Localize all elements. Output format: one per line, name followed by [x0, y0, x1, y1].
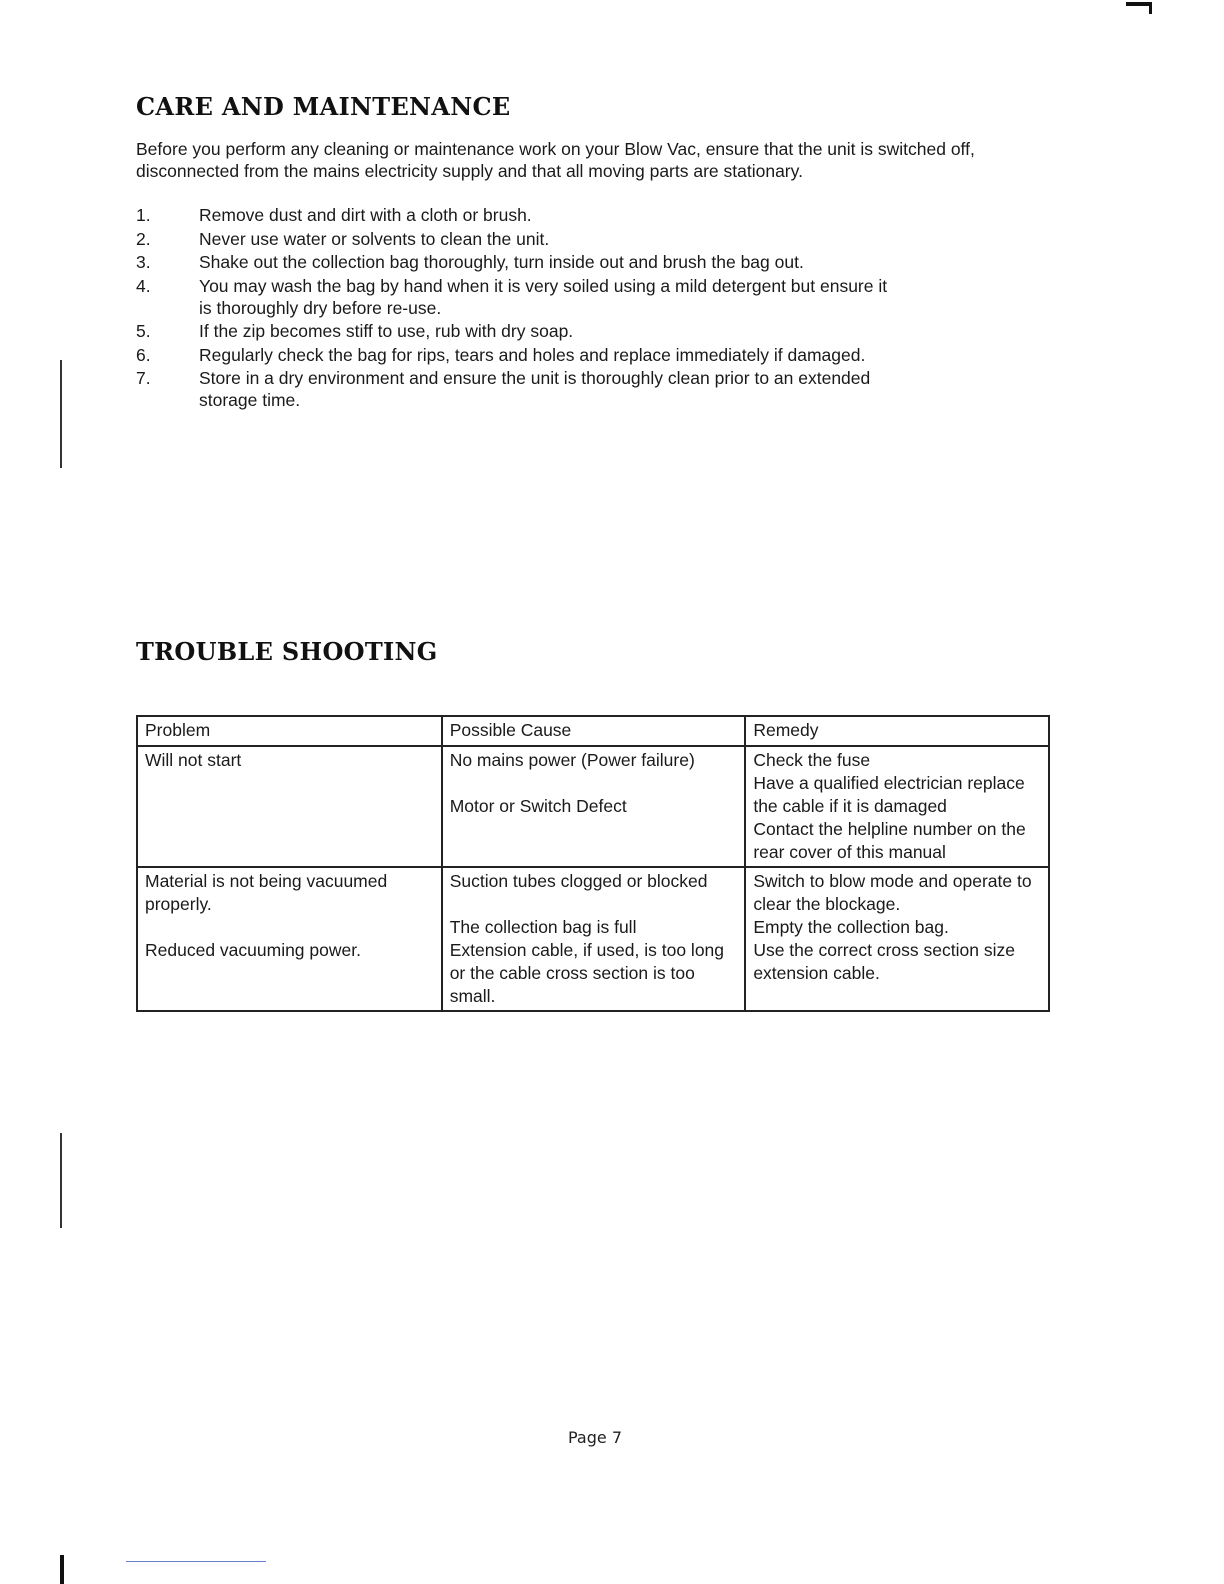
cause-cell: [442, 746, 746, 867]
cause-text: No mains power (Power failure): [449, 750, 695, 770]
header-possible-cause: Possible Cause: [442, 716, 746, 746]
step-number: 5.: [136, 321, 151, 341]
scan-artifact: [1149, 2, 1152, 14]
step-number: 7.: [136, 368, 151, 388]
scan-artifact: [126, 1561, 266, 1562]
scan-artifact: [60, 1555, 64, 1584]
step-number: 6.: [136, 344, 151, 365]
cause-text: Motor or Switch Defect: [449, 796, 627, 816]
table-header-row: [137, 716, 1049, 746]
cause-text: Suction tubes clogged or blocked: [449, 871, 708, 891]
care-section-title: CARE AND MAINTENANCE: [136, 92, 511, 121]
cause-text: The collection bag is full: [449, 917, 637, 937]
remedy-text: Use the correct cross section size extension cable.: [753, 940, 1015, 983]
care-steps-list: [136, 204, 896, 413]
header-remedy: Remedy: [745, 716, 1049, 746]
troubleshooting-table: [136, 715, 1050, 1012]
list-item: [136, 228, 896, 250]
list-item: [136, 275, 896, 319]
list-item: [136, 204, 896, 226]
step-text: Store in a dry environment and ensure the unit is thoroughly clean prior to an extended storage time.: [199, 368, 871, 410]
page-number: Page 7: [568, 1428, 622, 1447]
step-text: Shake out the collection bag thoroughly, turn inside out and brush the bag out.: [199, 252, 804, 272]
remedy-text: Switch to blow mode and operate to clear the blockage.: [753, 871, 1032, 914]
list-item: [136, 320, 896, 342]
remedy-cell: [745, 867, 1049, 1011]
list-item: [136, 251, 896, 273]
problem-cell: [137, 746, 442, 867]
problem-cell: [137, 867, 442, 1011]
problem-text: Will not start: [145, 750, 242, 770]
step-number: 2.: [136, 228, 151, 249]
list-item: [136, 367, 896, 411]
problem-text: Reduced vacuuming power.: [145, 940, 361, 960]
step-text: Remove dust and dirt with a cloth or brush.: [199, 205, 532, 225]
scan-artifact: [60, 1133, 62, 1228]
step-number: 4.: [136, 275, 151, 296]
step-text: Regularly check the bag for rips, tears and holes and replace immediately if damaged.: [199, 344, 866, 365]
step-text: Never use water or solvents to clean the unit.: [199, 228, 550, 249]
remedy-text: Check the fuse: [753, 750, 871, 770]
cause-text: Extension cable, if used, is too long or the cable cross section is too small.: [449, 940, 725, 1006]
trouble-section-title: TROUBLE SHOOTING: [136, 637, 438, 666]
remedy-text: Have a qualified electrician replace the cable if it is damaged: [753, 773, 1025, 816]
remedy-text: Empty the collection bag.: [753, 917, 949, 937]
cause-cell: [442, 867, 746, 1011]
table-row: [137, 867, 1049, 1011]
scan-artifact: [60, 360, 62, 468]
step-number: 1.: [136, 205, 151, 225]
table-row: [137, 746, 1049, 867]
header-problem: Problem: [137, 716, 442, 746]
remedy-text: Contact the helpline number on the rear cover of this manual: [753, 819, 1026, 862]
step-text: You may wash the bag by hand when it is very soiled using a mild detergent but ensure it is thoroughly dry before re-use.: [199, 275, 888, 318]
remedy-cell: [745, 746, 1049, 867]
list-item: [136, 344, 896, 366]
step-number: 3.: [136, 252, 151, 272]
care-intro-paragraph: Before you perform any cleaning or maintenance work on your Blow Vac, ensure that the unit is switched off, disconnected from the mains electricity supply and that all moving parts are stationary.: [136, 139, 975, 181]
step-text: If the zip becomes stiff to use, rub with dry soap.: [199, 321, 574, 341]
problem-text: Material is not being vacuumed properly.: [145, 871, 388, 914]
